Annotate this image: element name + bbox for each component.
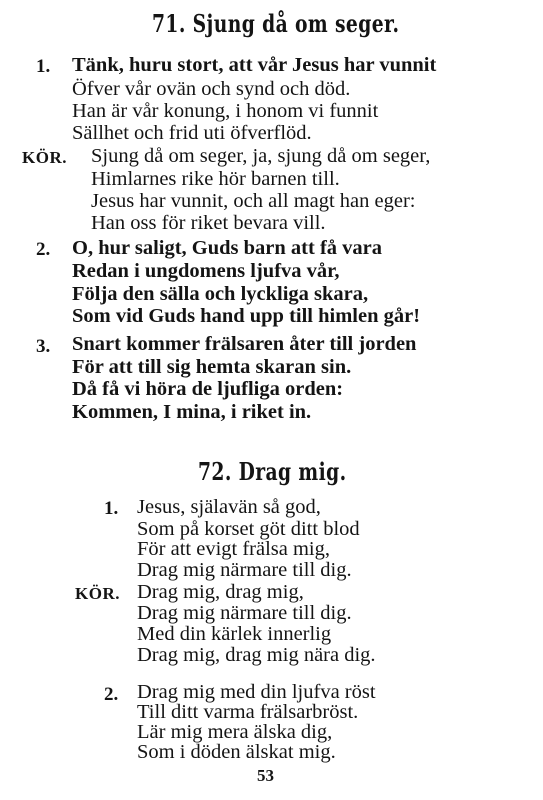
hymn-71-verse-2-line-1: O, hur saligt, Guds barn att få vara <box>72 237 383 259</box>
hymn-71-verse-3-line-4: Kommen, I mina, i riket in. <box>72 401 312 423</box>
hymn-72-chorus-line-4: Drag mig, drag mig nära dig. <box>137 644 376 666</box>
hymn-71-verse-2-number: 2. <box>36 239 51 260</box>
hymn-71-verse-3-line-3: Då få vi höra de ljufliga orden: <box>72 378 344 400</box>
hymn-72-verse-1-line-1: Jesus, själavän så god, <box>137 496 321 518</box>
hymn-72-title: 72. Drag mig. <box>198 457 347 486</box>
hymn-72-chorus-line-1: Drag mig, drag mig, <box>137 581 304 603</box>
hymn-71-chorus-line-3: Jesus har vunnit, och all magt han eger: <box>91 190 416 212</box>
hymn-72-verse-2-number: 2. <box>104 684 119 705</box>
hymn-72-verse-1-line-2: Som på korset göt ditt blod <box>137 518 360 540</box>
hymn-72-verse-1-line-4: Drag mig närmare till dig. <box>137 559 352 581</box>
hymn-72-chorus-label: KÖR. <box>75 584 120 603</box>
hymn-71-verse-1-line-1: Tänk, huru stort, att vår Jesus har vunnit <box>72 54 437 76</box>
hymn-72-verse-2-line-1: Drag mig med din ljufva röst <box>137 681 376 703</box>
hymn-71-verse-3-number: 3. <box>36 336 51 357</box>
hymn-71-chorus-line-2: Himlarnes rike hör barnen till. <box>91 168 340 190</box>
hymn-71-verse-3-line-2: För att till sig hemta skaran sin. <box>72 356 352 378</box>
hymn-72-verse-2-line-4: Som i döden älskat mig. <box>137 741 336 763</box>
hymn-71-verse-1-line-3: Han är vår konung, i honom vi funnit <box>72 100 379 122</box>
hymn-71-verse-2-line-3: Följa den sälla och lyckliga skara, <box>72 283 369 305</box>
hymn-71-verse-1-line-4: Sällhet och frid uti öfverflöd. <box>72 122 312 144</box>
hymn-71-chorus-label: KÖR. <box>22 148 67 167</box>
hymn-71-chorus-line-4: Han oss för riket bevara vill. <box>91 212 326 234</box>
hymn-71-chorus-line-1: Sjung då om seger, ja, sjung då om seger, <box>91 145 431 167</box>
hymn-71-verse-3-line-1: Snart kommer frälsaren åter till jorden <box>72 333 417 355</box>
hymn-72-verse-1-number: 1. <box>104 498 119 519</box>
hymn-72-chorus-line-2: Drag mig närmare till dig. <box>137 602 352 624</box>
hymn-71-verse-2-line-2: Redan i ungdomens ljufva vår, <box>72 260 340 282</box>
page-number: 53 <box>257 766 274 785</box>
hymn-72-verse-1-line-3: För att evigt frälsa mig, <box>137 538 330 560</box>
hymn-72-verse-2-line-2: Till ditt varma frälsarbröst. <box>137 701 359 723</box>
hymn-72-chorus-line-3: Med din kärlek innerlig <box>137 623 332 645</box>
hymn-71-verse-1-line-2: Öfver vår ovän och synd och död. <box>72 78 351 100</box>
hymn-71-title: 71. Sjung då om seger. <box>152 9 400 38</box>
hymn-71-verse-2-line-4: Som vid Guds hand upp till himlen går! <box>72 305 421 327</box>
hymn-72-verse-2-line-3: Lär mig mera älska dig, <box>137 721 333 743</box>
hymn-71-verse-1-number: 1. <box>36 56 51 77</box>
